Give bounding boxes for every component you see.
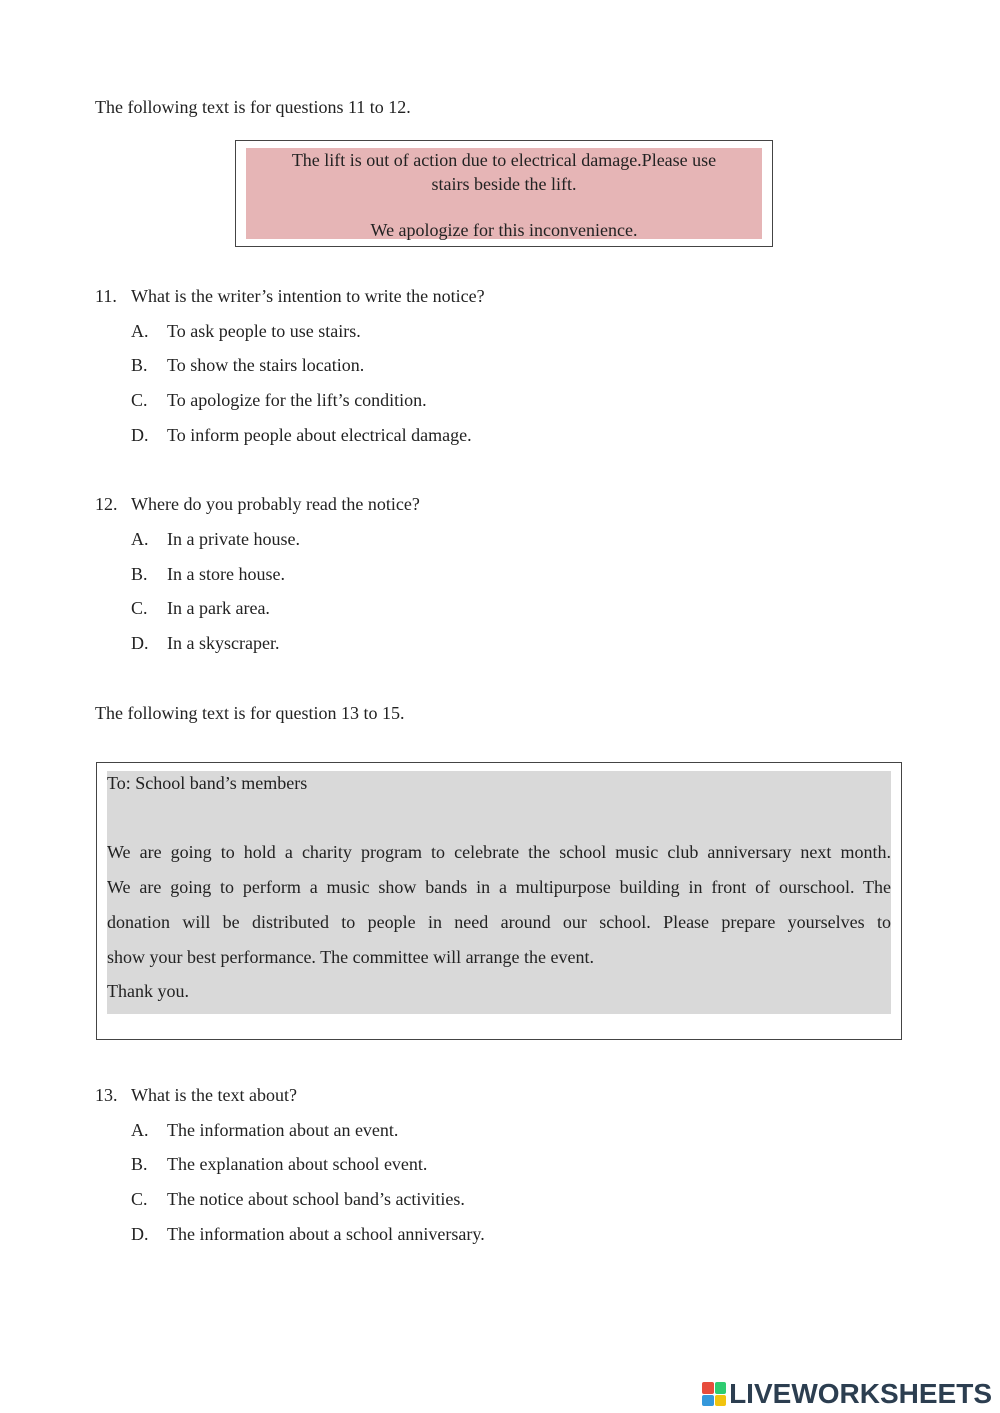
option-text: To apologize for the lift’s condition. [167, 390, 427, 410]
memo-line-1: We are going to hold a charity program to celebrate the school music club anniversary next month. [107, 842, 891, 862]
notice-line-3: We apologize for this inconvenience. [370, 220, 638, 240]
logo-square-icon [702, 1382, 714, 1394]
memo-line-2: We are going to perform a music show bands in a multipurpose building in front of ourschool. The [107, 877, 891, 897]
option-letter: C. [131, 390, 148, 410]
notice-line-1: The lift is out of action due to electrical damage.Please use [291, 150, 717, 170]
question-text: Where do you probably read the notice? [131, 494, 420, 514]
option-12-c[interactable] [131, 597, 270, 619]
option-text: In a private house. [167, 529, 300, 549]
option-12-b[interactable] [131, 563, 285, 585]
option-11-d[interactable] [131, 424, 472, 446]
memo-closing: Thank you. [107, 981, 189, 1001]
section1-intro: The following text is for questions 11 to 12. [95, 97, 411, 117]
logo-square-icon [715, 1382, 727, 1394]
option-text: To inform people about electrical damage. [167, 425, 472, 445]
option-letter: B. [131, 564, 148, 584]
question-12 [95, 493, 420, 515]
option-text: To ask people to use stairs. [167, 321, 361, 341]
option-13-a[interactable] [131, 1119, 398, 1141]
notice-box [235, 140, 773, 247]
question-text: What is the text about? [131, 1085, 297, 1105]
question-13 [95, 1084, 297, 1106]
memo-content [107, 771, 891, 1014]
option-text: The notice about school band’s activities. [167, 1189, 465, 1209]
question-text: What is the writer’s intention to write the notice? [131, 286, 485, 306]
option-letter: D. [131, 1224, 149, 1244]
option-12-d[interactable] [131, 632, 279, 654]
logo-square-icon [715, 1395, 727, 1407]
option-letter: D. [131, 633, 149, 653]
memo-to: To: School band’s members [107, 773, 308, 793]
question-number: 13. [95, 1085, 118, 1105]
option-11-b[interactable] [131, 354, 364, 376]
option-text: In a store house. [167, 564, 285, 584]
option-text: The explanation about school event. [167, 1154, 428, 1174]
option-letter: A. [131, 1120, 149, 1140]
logo-text: LIVEWORKSHEETS [729, 1378, 992, 1409]
option-13-c[interactable] [131, 1188, 465, 1210]
liveworksheets-logo[interactable] [702, 1379, 992, 1409]
option-12-a[interactable] [131, 528, 300, 550]
notice-line-2: stairs beside the lift. [431, 174, 577, 194]
question-number: 12. [95, 494, 118, 514]
option-13-b[interactable] [131, 1153, 427, 1175]
memo-line-4: show your best performance. The committee will arrange the event. [107, 947, 594, 967]
question-number: 11. [95, 286, 117, 306]
option-letter: B. [131, 1154, 148, 1174]
section2-intro: The following text is for question 13 to 15. [95, 703, 405, 723]
option-13-d[interactable] [131, 1223, 485, 1245]
question-11 [95, 285, 485, 307]
option-letter: A. [131, 529, 149, 549]
option-letter: A. [131, 321, 149, 341]
option-letter: C. [131, 598, 148, 618]
option-letter: C. [131, 1189, 148, 1209]
logo-squares-icon [702, 1382, 726, 1406]
notice-content [246, 148, 762, 239]
option-text: To show the stairs location. [167, 355, 365, 375]
option-letter: B. [131, 355, 148, 375]
option-text: The information about a school anniversary. [167, 1224, 485, 1244]
option-11-a[interactable] [131, 320, 361, 342]
memo-line-3: donation will be distributed to people in need around our school. Please prepare yourselves to [107, 912, 891, 932]
memo-box [96, 762, 902, 1040]
logo-square-icon [702, 1395, 714, 1407]
option-text: The information about an event. [167, 1120, 399, 1140]
option-text: In a skyscraper. [167, 633, 280, 653]
option-text: In a park area. [167, 598, 270, 618]
option-11-c[interactable] [131, 389, 427, 411]
option-letter: D. [131, 425, 149, 445]
